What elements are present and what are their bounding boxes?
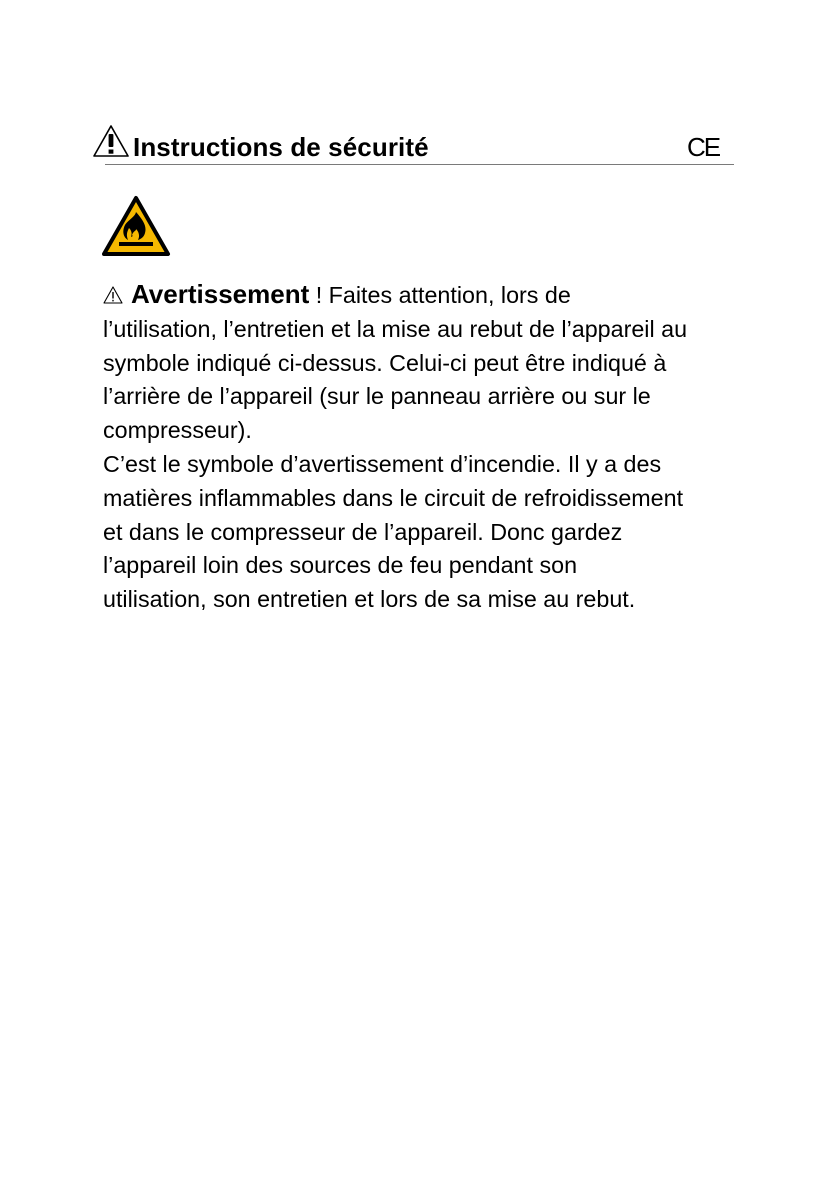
paragraph-line: matières inflammables dans le circuit de refroidissement xyxy=(103,484,684,511)
warning-triangle-icon xyxy=(103,286,123,304)
paragraph-line: compresseur). xyxy=(103,417,252,444)
paragraph-line: utilisation, son entretien et lors de sa mise au rebut. xyxy=(103,586,636,613)
paragraph-line: symbole indiqué ci-dessus. Celui-ci peut être indiqué à xyxy=(103,349,667,376)
paragraph-line: et dans le compresseur de l’appareil. Donc gardez xyxy=(103,518,623,545)
paragraph-line: C’est le symbole d’avertissement d’incendie. Il y a des xyxy=(103,450,662,477)
warning-triangle-icon xyxy=(92,124,130,158)
header-divider xyxy=(105,164,734,165)
paragraph-line: l’utilisation, l’entretien et la mise au rebut de l’appareil au xyxy=(103,315,688,342)
section-header xyxy=(92,124,734,168)
page-title: Instructions de sécurité xyxy=(133,132,429,162)
paragraph-line: l’appareil loin des sources de feu pendant son xyxy=(103,552,578,579)
flammable-material-icon xyxy=(101,195,171,258)
warning-paragraph xyxy=(103,278,753,617)
paragraph-line: l’arrière de l’appareil (sur le panneau arrière ou sur le xyxy=(103,383,651,410)
ce-mark: CE xyxy=(687,132,720,162)
warning-first-line xyxy=(103,278,753,313)
warning-label: Avertissement xyxy=(131,279,310,309)
warning-first-line-text: ! Faites attention, lors de xyxy=(309,282,571,308)
